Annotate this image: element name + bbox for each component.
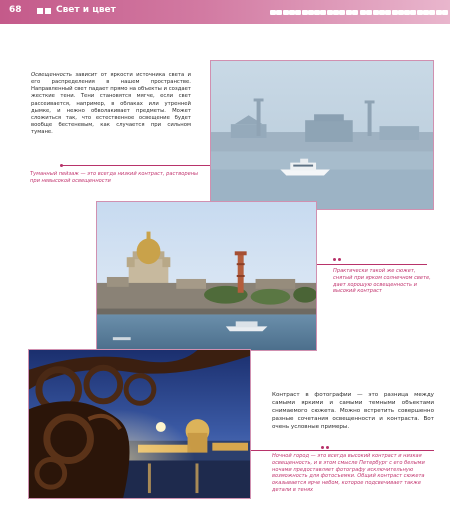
header-square-icon [37, 8, 43, 14]
caption-leader-line [60, 165, 210, 166]
caption-marker-dot [333, 258, 336, 261]
contrast-paragraph: Контраст в фотографии — это разница между самыми яркими и самыми темными объектами снимаемого сюжета. Можно встретить совершенно разные сочетания освещенности и контраста. Вот очень условные примеры. [272, 392, 434, 430]
header-square-icon [45, 8, 51, 14]
page-header [0, 0, 450, 24]
section-title: Свет и цвет [56, 5, 116, 15]
fog-caption: Туманный пейзаж — это всегда низкий контраст, растворены при невысокой освещенности [30, 171, 199, 184]
foggy-embankment-photo [210, 60, 434, 210]
caption-marker-dot [338, 258, 341, 261]
caption-leader-line [317, 264, 427, 265]
night-bridge-railing-photo [28, 349, 251, 499]
caption-marker-dot [326, 446, 329, 449]
intro-term: Освещенность [31, 72, 72, 78]
sunny-caption: Практически такой же сюжет, снятый при ярком солнечном свете, дает хорошую освещенность и высокий контраст [333, 268, 431, 295]
sunny-river-cathedral-photo [96, 201, 317, 351]
caption-marker-dot [321, 446, 324, 449]
intro-paragraph [31, 72, 191, 136]
intro-text: зависит от яркости источника света и его распределения в нашем пространстве. Направленный свет падает прямо на объекты и создает жесткие тени. Тени становятся мягче, если свет рассеивается, например, в облаках или утренней дымке, и нежно обволакивает предметы. Может сложиться так, что естественное освещение будет вообще бестеневым, как случается при сильном тумане. [31, 72, 191, 136]
page-number: 68 [9, 5, 22, 15]
night-caption: Ночной город — это всегда высокий контраст и низкая освещенность, и в этом смысле Петербург с его белыми ночами предоставляет фотографу исключительную возможность для фотосъемки. Общий контраст сюжета оказывается ярче небом, которое подсвечивает также детали в тенях [272, 453, 425, 493]
caption-leader-line [251, 450, 434, 451]
film-strip-decoration [360, 0, 448, 24]
film-strip-decoration [270, 0, 358, 24]
